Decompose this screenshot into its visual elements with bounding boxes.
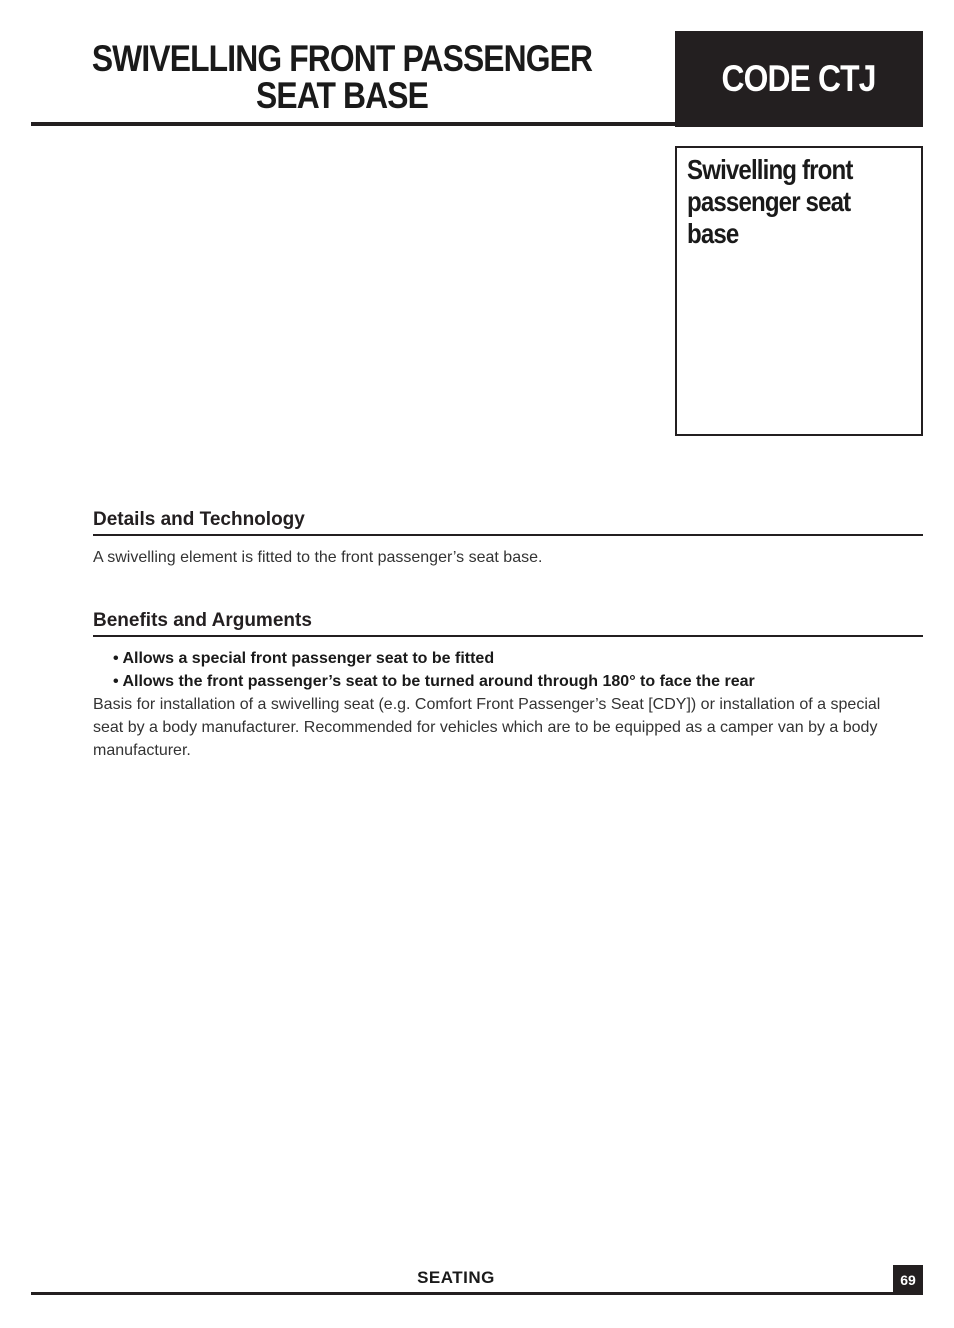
page-title-line-2: SEAT BASE	[255, 75, 428, 116]
side-info-box	[675, 146, 923, 436]
benefits-heading: Benefits and Arguments	[93, 610, 312, 631]
details-divider	[93, 534, 923, 536]
footer-divider	[31, 1292, 923, 1295]
page-title-line-1: SWIVELLING FRONT PASSENGER	[91, 38, 593, 79]
page-number: 69	[893, 1265, 923, 1294]
list-item: • Allows a special front passenger seat to be fitted	[113, 647, 755, 670]
list-item: • Allows the front passenger’s seat to be turned around through 180° to face the rear	[113, 670, 755, 693]
page-title	[75, 40, 610, 114]
side-box-title: Swivelling front passenger seat base	[687, 154, 853, 249]
code-label: CODE CTJ	[721, 58, 876, 99]
benefits-text: Basis for installation of a swivelling seat (e.g. Comfort Front Passenger’s Seat [CDY]) or installation of a special seat by a body manufacturer. Recommended for vehicles which are to be equipped as a camper van by a body manufacturer.	[93, 696, 881, 759]
header-divider	[31, 122, 675, 126]
details-heading: Details and Technology	[93, 509, 305, 530]
footer-section-label: SEATING	[417, 1268, 495, 1287]
details-text: A swivelling element is fitted to the front passenger’s seat base.	[93, 549, 543, 566]
benefits-divider	[93, 635, 923, 637]
code-badge	[675, 31, 923, 127]
benefits-list	[113, 647, 755, 693]
